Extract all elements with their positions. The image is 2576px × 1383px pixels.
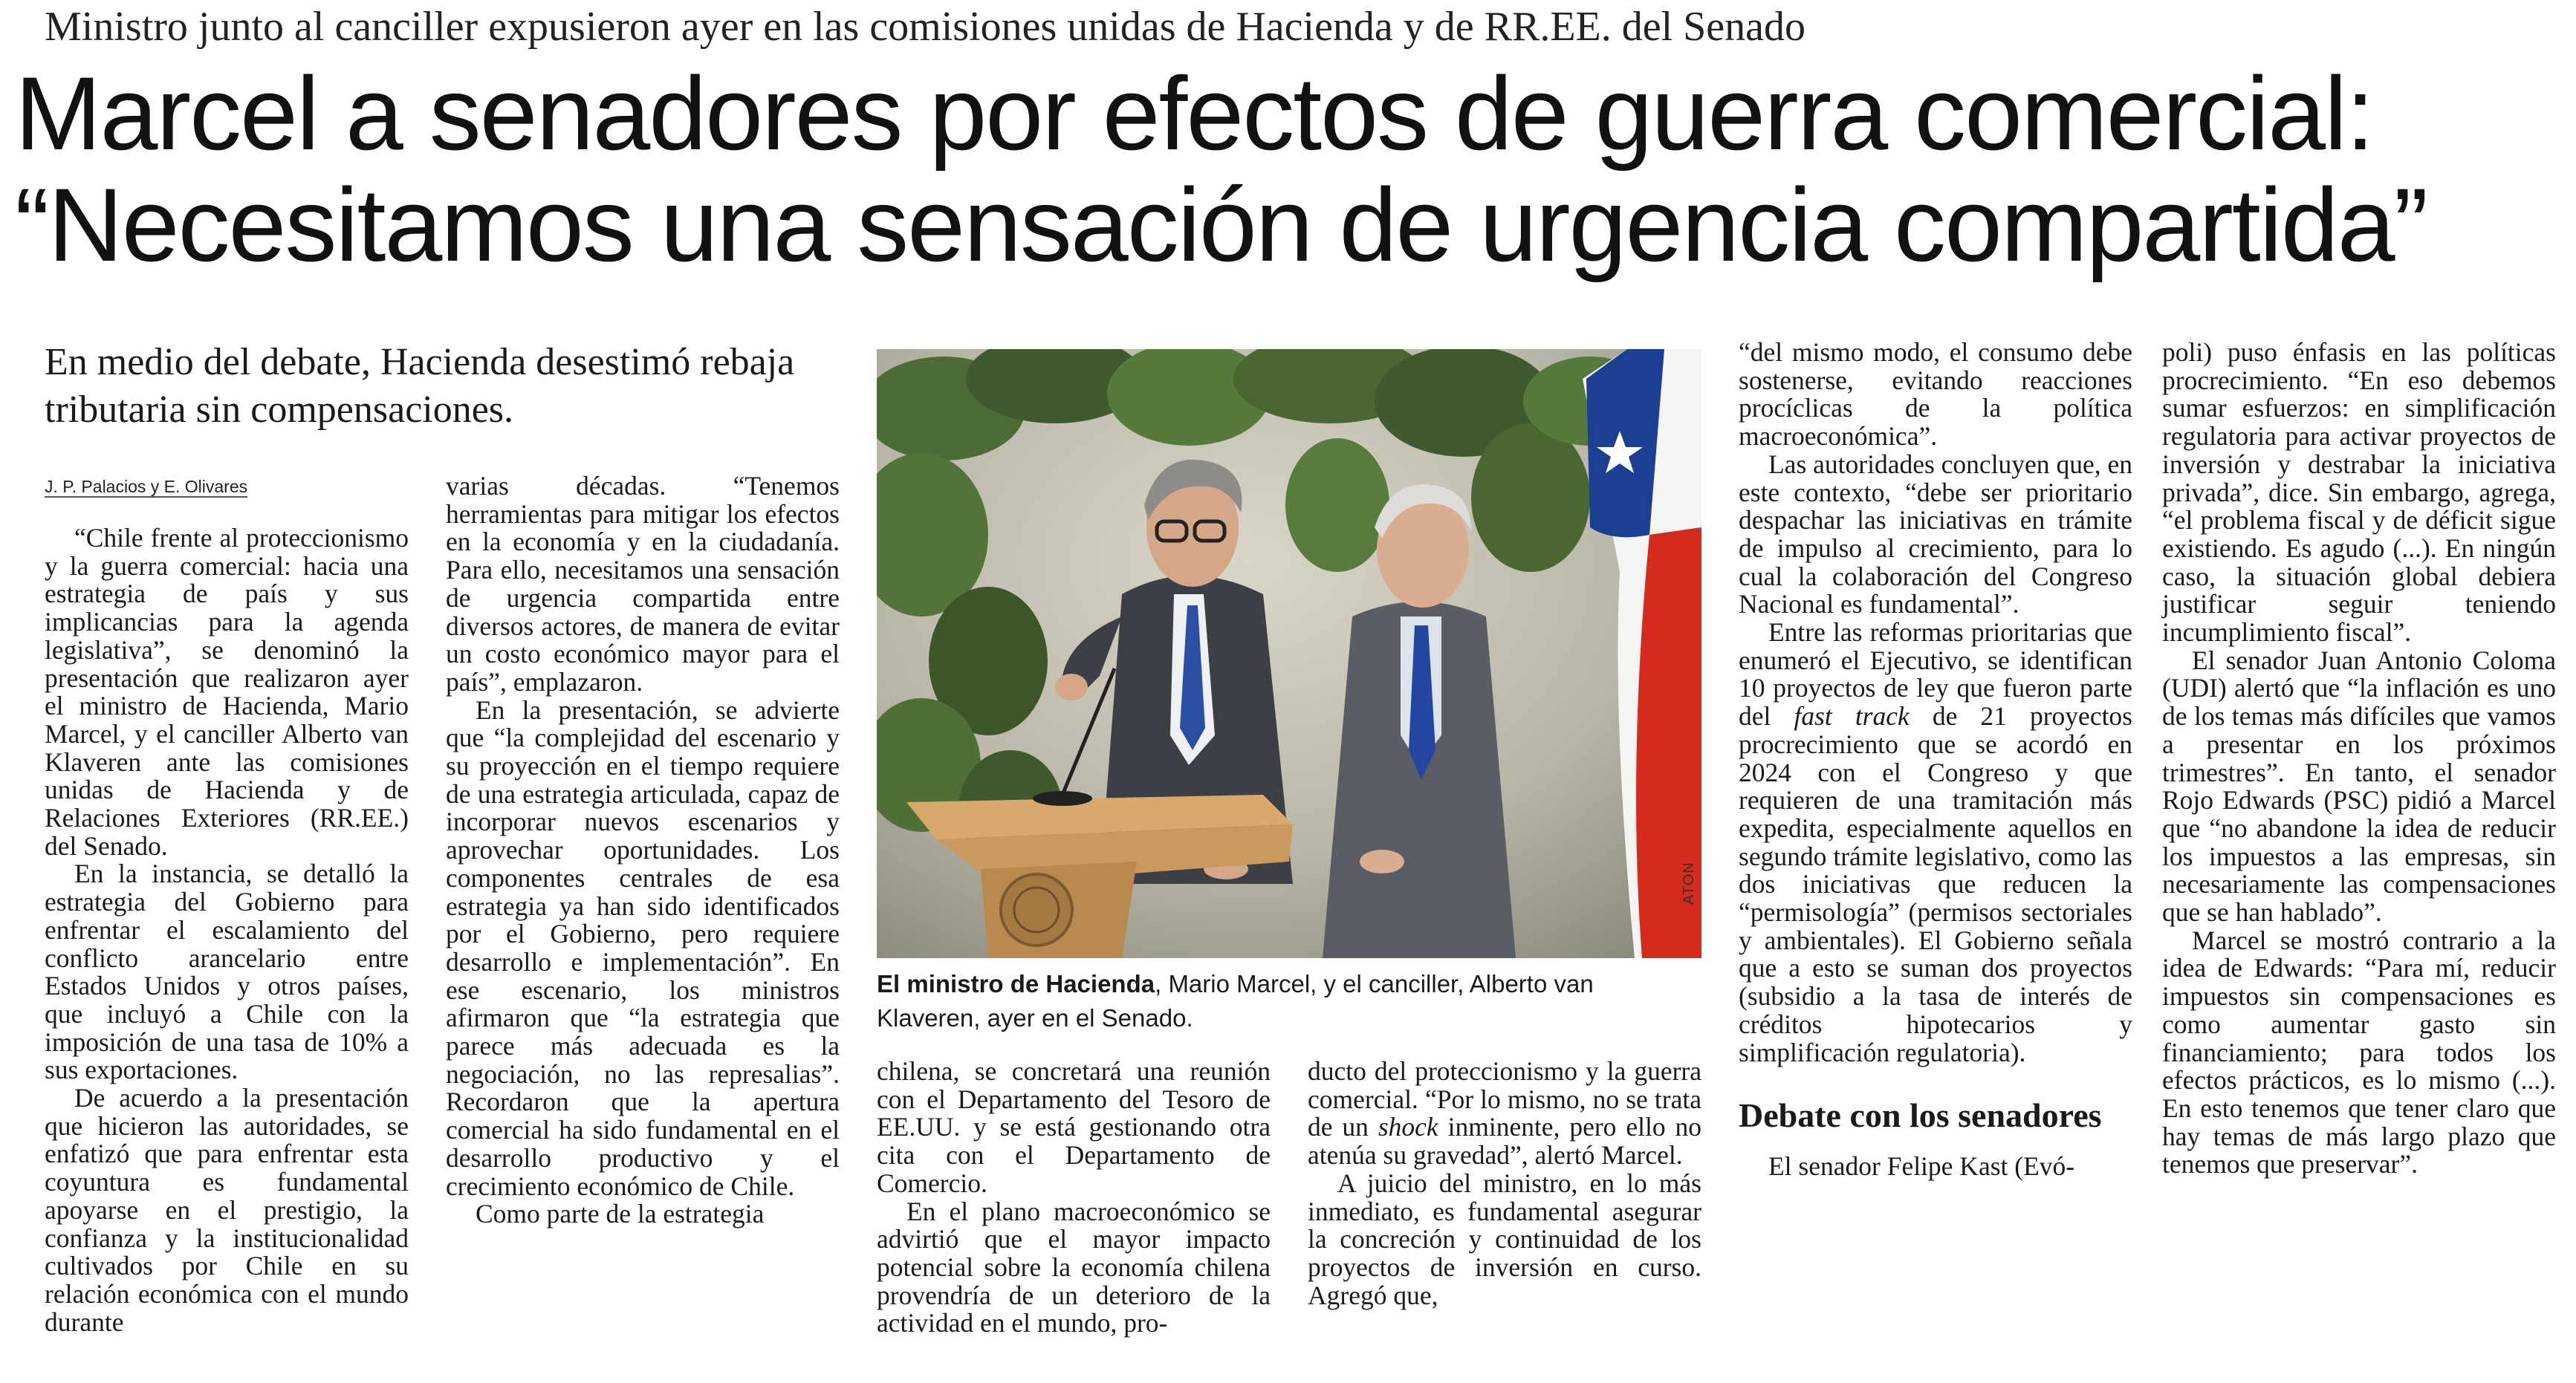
- paragraph: El senador Juan Antonio Coloma (UDI) alertó que “la inflación es uno de los temas más difíciles que vamos a presentar en los próximos trimestres”. En tanto, el senador Rojo Edwards (PSC) pidió a Marcel que “no abandone la idea de reducir los impuestos a las empresas, sin necesariamente las compensaciones que se han hablado”.: [2162, 645, 2556, 928]
- paragraph: Las autoridades concluyen que, en este contexto, “debe ser prioritario despachar las iniciativas en trámite de impulso al crecimiento, para lo cual la colaboración del Congreso Nacional es fundamental”.: [1739, 449, 2132, 619]
- body-column-6: [2162, 339, 2556, 1179]
- text-run: Entre las reformas prioritarias que enumeró el Ejecutivo, se identifican 10 proyectos de ley que fueron parte del: [1739, 617, 2132, 732]
- section-subhead: Debate con los senadores: [1739, 1096, 2102, 1135]
- byline-authors: J. P. Palacios y E. Olivares: [45, 477, 248, 496]
- body-column-2: [446, 472, 840, 1229]
- paragraph: poli) puso énfasis en las políticas procrecimiento. “En eso debemos sumar esfuerzos: en simplificación regulatoria para activar proyectos de inversión y destrabar la iniciativa privada”, dice. Sin embargo, agrega, “el problema fiscal y de déficit sigue existiendo. Es agudo (...). En ningún caso, la situación global debiera justificar seguir teniendo incumplimiento fiscal”.: [2162, 337, 2556, 648]
- headline-line-1: Marcel a senadores por efectos de guerra comercial:: [15, 55, 2374, 172]
- photo-caption: [877, 967, 1701, 1035]
- text-run: ducto del proteccionismo y la guerra comercial. “Por lo mismo, no se trata de un: [1308, 1056, 1701, 1142]
- text-run: inminente, pero ello no atenúa su gravedad”, alertó Marcel.: [1308, 1112, 1701, 1171]
- paragraph: “del mismo modo, el consumo debe sostenerse, evitando reacciones procíclicas de la política macroeconómica”.: [1739, 337, 2132, 452]
- italic-term: shock: [1378, 1112, 1438, 1142]
- article-headline: [15, 55, 2571, 283]
- body-column-1: [45, 524, 409, 1336]
- paragraph: El senador Felipe Kast (Evó-: [1768, 1151, 2075, 1182]
- paragraph: varias décadas. “Tenemos herramientas para mitigar los efectos en la economía y en la ciudadanía. Para ello, necesitamos una sensación de urgencia compartida entre diversos actores, de manera de evitar un costo económico mayor para el país”, emplazaron.: [446, 471, 840, 697]
- podium-seal: [1001, 874, 1072, 946]
- paragraph: Como parte de la estrategia: [476, 1199, 765, 1229]
- paragraph: En la instancia, se detalló la estrategia del Gobierno para enfrentar el escalamiento del conflicto arancelario entre Estados Unidos y otros países, que incluyó a Chile con la imposición de una tasa de 10% a sus exportaciones.: [45, 859, 409, 1085]
- article-photo: [877, 349, 1701, 958]
- paragraph: En el plano macroeconómico se advirtió que el mayor impacto potencial sobre la economía chilena provendría de un deterioro de la actividad en el mundo, pro-: [877, 1196, 1271, 1338]
- caption-text: , Mario Marcel, y el canciller, Alberto van Klaveren, ayer en el Senado.: [877, 970, 1594, 1032]
- body-column-5: [1739, 339, 2132, 1379]
- paragraph: De acuerdo a la presentación que hicieron las autoridades, se enfatizó que para enfrentar esta coyuntura es fundamental apoyarse en el prestigio, la confianza y la institucionalidad cultivados por Chile en su relación económica con el mundo durante: [45, 1083, 409, 1337]
- paragraph: En la presentación, se advierte que “la complejidad del escenario y su proyección en el tiempo requiere de una estrategia articulada, capaz de incorporar nuevos escenarios y aprovechar oportunidades. Los componentes centrales de esa estrategia ya han sido identificados por el Gobierno, pero requiere desarrollo e implementación”. En ese escenario, los ministros afirmaron que “la estrategia que parece más adecuada es la negociación, no las represalias”. Recordaron que la apertura comercial ha sido fundamental en el desarrollo productivo y el crecimiento económico de Chile.: [446, 694, 840, 1201]
- paragraph: [1308, 1058, 1701, 1170]
- body-column-3: [877, 1058, 1271, 1338]
- article-deck: En medio del debate, Hacienda desestimó rebaja tributaria sin compensaciones.: [45, 341, 795, 431]
- paragraph: [1739, 619, 2132, 1067]
- italic-term: fast track: [1794, 701, 1910, 732]
- paragraph: chilena, se concretará una reunión con el Departamento del Tesoro de EE.UU. y se está gestionando otra cita con el Departamento de Comercio.: [877, 1056, 1271, 1198]
- caption-lead: El ministro de Hacienda: [877, 970, 1155, 998]
- photo-illustration: [877, 349, 1701, 958]
- text-run: de 21 proyectos procrecimiento que se acordó en 2024 con el Congreso y que requieren de una tramitación más expedita, especialmente aquellos en segundo trámite legislativo, como las dos iniciativas que reducen la “permisología” (permisos sectoriales y ambientales). El Gobierno señala que a esto se suman dos proyectos (subsidio a la tasa de interés de créditos hipotecarios y simplificación regulatoria).: [1739, 701, 2133, 1067]
- paragraph: Marcel se mostró contrario a la idea de Edwards: “Para mí, reducir impuestos sin compensaciones es como aumentar gasto sin financiamiento; para todos los efectos prácticos, es lo mismo (...). En esto tenemos que tener claro que hay temas de más largo plazo que tenemos que preservar”.: [2162, 925, 2556, 1179]
- body-column-4: [1308, 1058, 1701, 1309]
- article-byline: [45, 475, 416, 498]
- photo-credit: ATON: [1681, 862, 1697, 905]
- article-kicker: Ministro junto al canciller expusieron ayer en las comisiones unidas de Hacienda y de RR.EE. del Senado: [45, 4, 1806, 50]
- paragraph: “Chile frente al proteccionismo y la guerra comercial: hacia una estrategia de país y sus implicancias para la agenda legislativa”, se denominó la presentación que realizaron ayer el ministro de Hacienda, Mario Marcel, y el canciller Alberto van Klaveren ante las comisiones unidas de Hacienda y de Relaciones Exteriores (RR.EE.) del Senado.: [45, 523, 409, 861]
- headline-line-2: “Necesitamos una sensación de urgencia compartida”: [15, 166, 2427, 283]
- paragraph: A juicio del ministro, en lo más inmediato, es fundamental asegurar la concreción y continuidad de los proyectos de inversión en curso. Agregó que,: [1308, 1168, 1701, 1310]
